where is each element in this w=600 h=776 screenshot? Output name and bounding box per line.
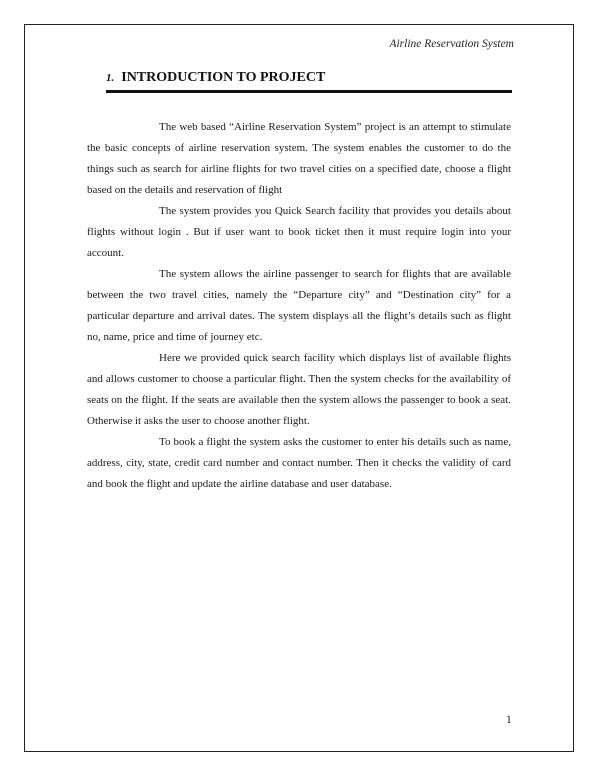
paragraph: The system provides you Quick Search facility that provides you details about flights without login . But if user want to book ticket then it must require login into your account. xyxy=(87,205,511,259)
paragraph: The web based “Airline Reservation System” project is an attempt to stimulate the basic concepts of airline reservation system. The system enables the customer to do the things such as search for airline flights for two travel cities on a specified date, choose a flight based on the details and reservation of flight xyxy=(87,121,511,196)
page-number: 1 xyxy=(506,714,512,726)
body-text xyxy=(87,117,511,495)
paragraph: To book a flight the system asks the customer to enter his details such as name, address, city, state, credit card number and contact number. Then it checks the validity of card and book the flight and update the airline database and user database. xyxy=(87,436,511,490)
section-number: 1. xyxy=(106,72,115,84)
paragraph: The system allows the airline passenger to search for flights that are available between the two travel cities, namely the “Departure city” and “Destination city” for a particular departure and arrival dates. The system displays all the flight’s details such as flight no, name, price and time of journey etc. xyxy=(87,268,511,343)
section-title: INTRODUCTION TO PROJECT xyxy=(121,70,326,85)
section-heading xyxy=(106,70,512,93)
paragraph: Here we provided quick search facility which displays list of available flights and allows customer to choose a particular flight. Then the system checks for the availability of seats on the flight. If the seats are available then the system allows the passenger to book a seat. Otherwise it asks the user to choose another flight. xyxy=(87,352,511,427)
running-header: Airline Reservation System xyxy=(389,38,514,50)
